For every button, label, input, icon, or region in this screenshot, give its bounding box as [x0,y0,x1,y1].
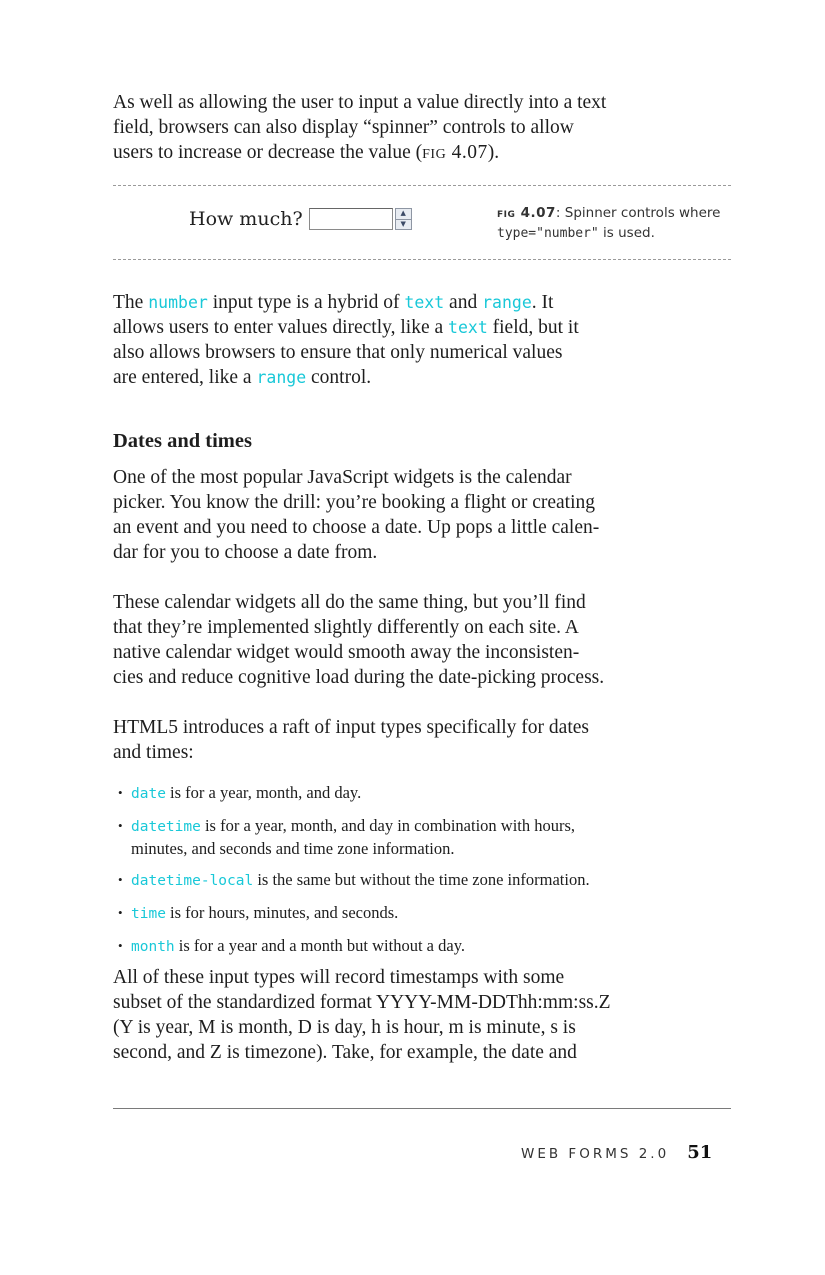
page-footer [521,1142,712,1163]
intro-paragraph: As well as allowing the user to input a value directly into a text field, browsers can also display “spinner” controls to allow users to increase or decrease the value (fig 4.07). [113,92,607,163]
figure-caption: fig 4.07: Spinner controls where type="number" is used. [497,205,721,241]
figure-reference: fig 4.07 [422,142,488,163]
page-number: 51 [687,1142,713,1163]
how-much-label: How much? [189,208,303,230]
spinner-control[interactable] [395,208,412,230]
calendar-paragraph: One of the most popular JavaScript widgets is the calendar picker. You know the drill: you’re booking a flight or creating an event and you need to choose a date. Up pops a little calen- dar for you to choose a date from. [113,467,600,563]
list-item: • date is for a year, month, and day. [113,782,673,805]
timestamps-paragraph: All of these input types will record timestamps with some subset of the standardized format YYYY-MM-DDThh:mm:ss.Z (Y is year, M is month, D is day, h is hour, m is minute, s is second, and Z is timezone). Take, for example, the date and [113,967,611,1063]
input-types-list [113,782,673,968]
list-item: • datetime is for a year, month, and day in combination with hours, minutes, and seconds and time zone information. [113,815,673,859]
running-footer-title: WEB FORMS 2.0 [521,1146,670,1162]
number-input[interactable] [309,208,393,230]
figure-4-07 [113,186,731,258]
figure-bottom-divider [113,259,731,260]
footer-divider [113,1108,731,1109]
spin-down-icon[interactable]: ▼ [396,219,411,230]
list-item: • datetime-local is the same but without the time zone information. [113,869,673,892]
html5-paragraph: HTML5 introduces a raft of input types specifically for dates and times: [113,717,589,763]
widgets-paragraph: These calendar widgets all do the same thing, but you’ll find that they’re implemented slightly differently on each site. A native calendar widget would smooth away the inconsisten- cies and reduce cognitive load during the date-picking process. [113,592,605,688]
section-heading: Dates and times [113,430,252,452]
spinner-demo [189,208,412,230]
number-paragraph: The number input type is a hybrid of text and range. It allows users to enter values directly, like a text field, but it also allows browsers to ensure that only numerical values are entered, like a range control. [113,292,579,388]
spin-up-icon[interactable]: ▲ [400,209,406,218]
list-item: • month is for a year and a month but without a day. [113,935,673,958]
list-item: • time is for hours, minutes, and seconds. [113,902,673,925]
